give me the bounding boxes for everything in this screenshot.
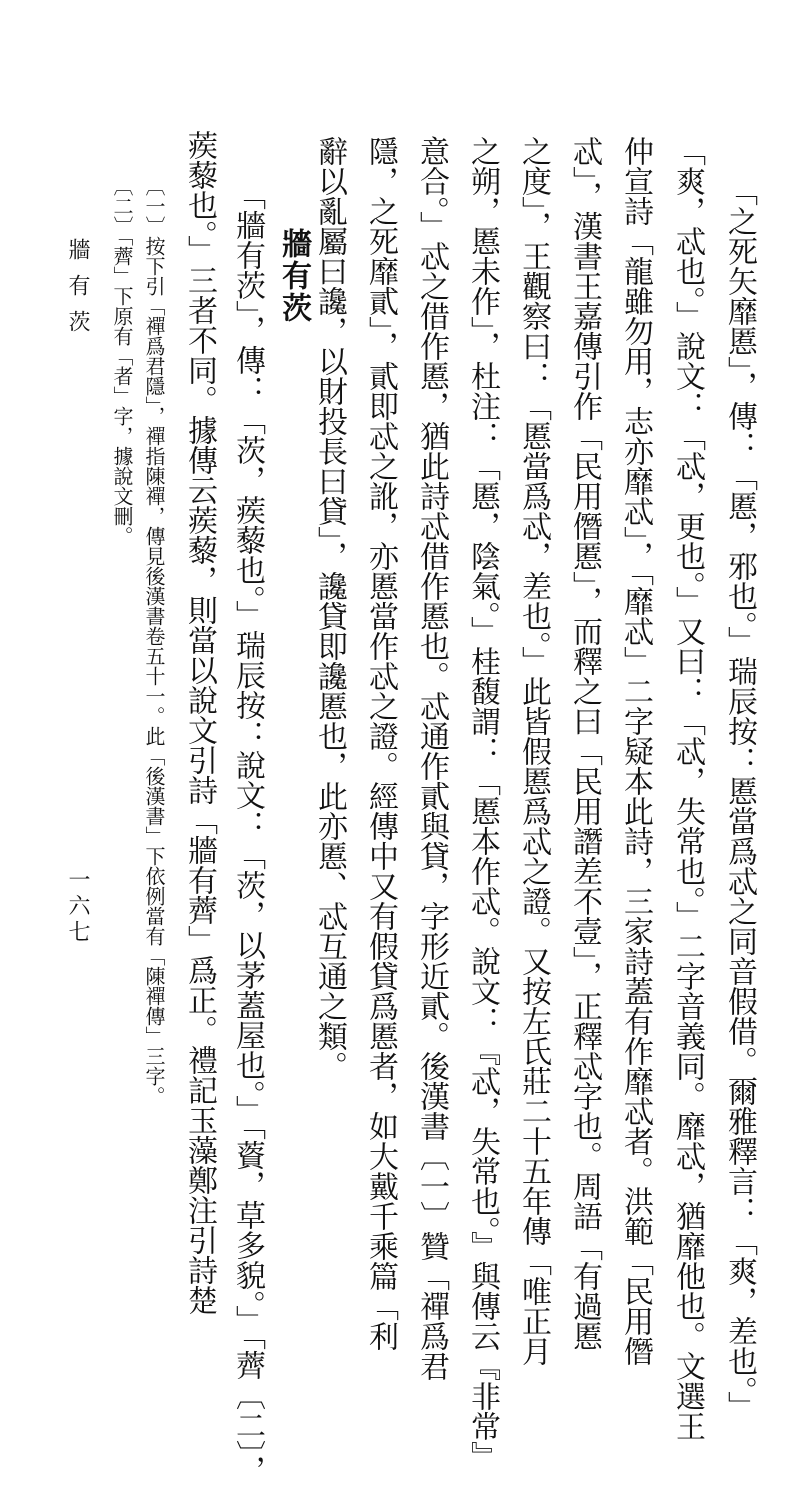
text-column-6: 之朔，慝未作」，杜注：「慝，陰氣。」桂馥謂：「慝本作忒。說文：『忒，失常也。』與傳云『非常』 — [465, 136, 500, 1471]
page-number: 一六七 — [65, 868, 90, 946]
text-column-9: 辭以亂屬曰讒，以財投長曰貸」，讒貸即讒慝也，此亦慝、忒互通之類。 — [312, 136, 347, 1081]
entry-column-1: 「牆有茨」，傳：「茨，蒺藜也。」瑞辰按：說文：「茨，以茅蓋屋也。」「薋，草多貌。」「薺〔二〕， — [230, 180, 265, 1485]
text-column-7: 意合。」忒之借作慝，猶此詩忒借作慝也。忒通作貳與貸，字形近貳。後漢書〔一〕贊「禪爲君 — [414, 136, 449, 1381]
footnote-2: 〔二〕「薺」下原有「者」字，據說文刪。 — [110, 176, 134, 546]
entry-column-2: 蒺藜也。」三者不同。據傳云蒺藜，則當以說文引詩「牆有薺」爲正。禮記玉藻鄭注引詩楚 — [182, 130, 217, 1315]
text-column-5: 之度」，王觀察曰：「慝當爲忒，差也。」此皆假慝爲忒之證。又按左氏莊二十五年傳「唯正月 — [516, 136, 551, 1366]
running-title: 牆有茨 — [65, 238, 90, 346]
text-column-8: 隱，之死靡貳」，貳即忒之訛，亦慝當作忒之證。經傳中又有假貸爲慝者，如大戴千乘篇「利 — [363, 136, 398, 1351]
text-column-2: 「爽，忒也。」說文：「忒，更也。」又曰：「忒，失常也。」二字音義同。靡忒，猶靡他也。文選王 — [670, 136, 705, 1441]
text-column-1: 「之死矢靡慝」，傳：「慝，邪也。」瑞辰按：慝當爲忒之同音假借。爾雅釋言：「爽，差也。」 — [722, 176, 757, 1421]
text-column-3: 仲宣詩「龍雖勿用，志亦靡忒」，「靡忒」二字疑本此詩，三家詩蓋有作靡忒者。洪範「民用僭 — [618, 136, 653, 1366]
footnote-1: 〔一〕按下引「禪爲君隱」，禪指陳禪，傳見後漢書卷五十一。此「後漢書」下依例當有「陳禪傳」三字。 — [142, 176, 166, 1106]
text-column-4: 忒」，漢書王嘉傳引作「民用僭慝」，而釋之曰「民用譖差不壹」，正釋忒字也。周語「有過慝 — [567, 136, 602, 1351]
section-heading: 牆有茨 — [276, 228, 311, 324]
